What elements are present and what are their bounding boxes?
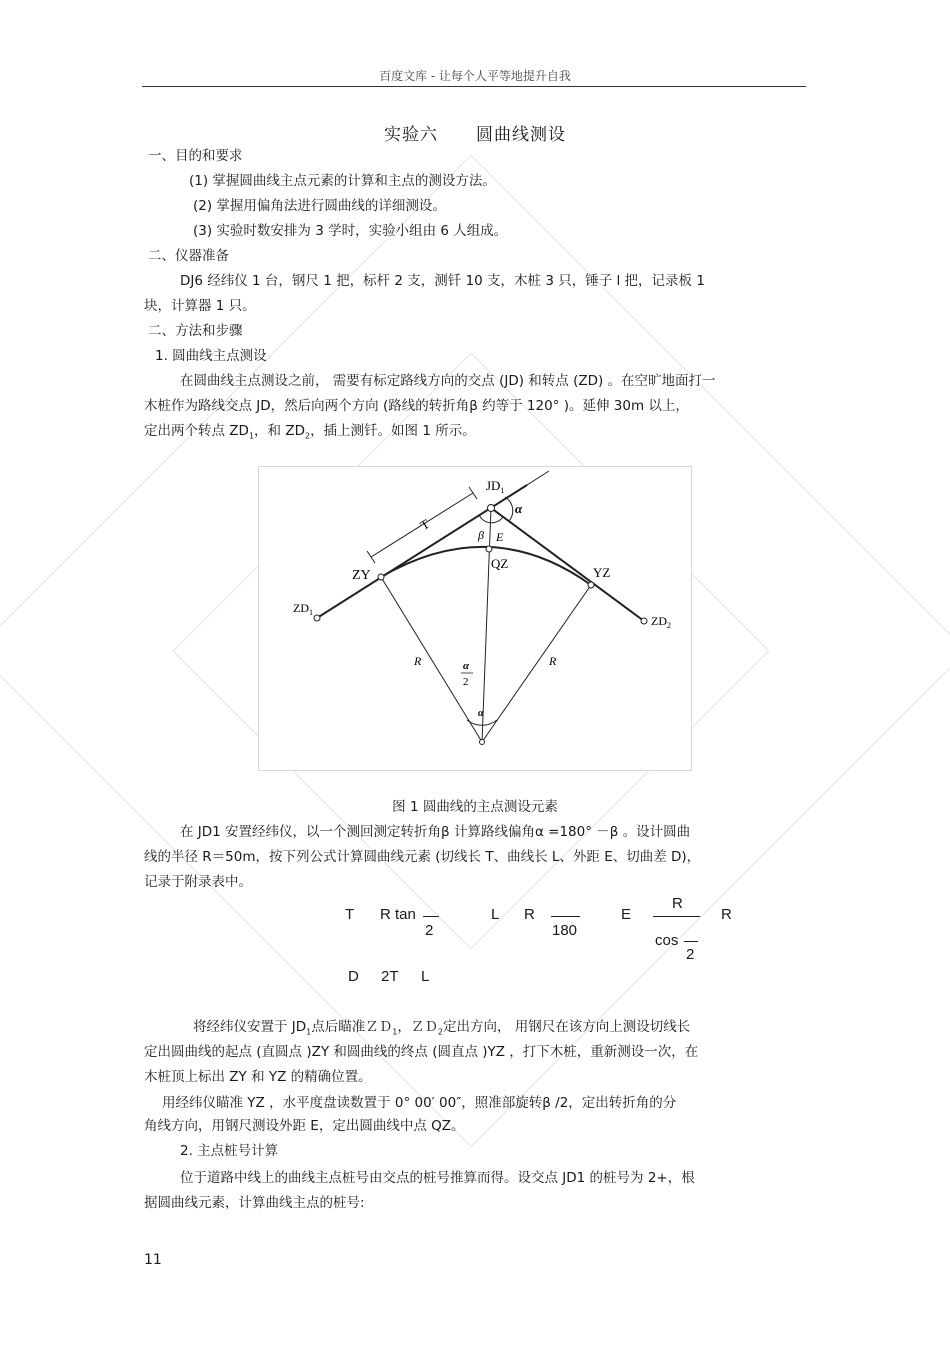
para1-frag-b: ，和 ZD	[254, 423, 305, 439]
purpose-item-1: (1) 掌握圆曲线主点元素的计算和主点的测设方法。	[189, 173, 496, 189]
formula-l-denominator: 180	[552, 922, 578, 939]
step-1-heading: 1. 圆曲线主点测设	[155, 348, 267, 364]
radius-right	[482, 585, 591, 742]
zd-sub-1: 1	[248, 431, 255, 441]
formula-e-r: R	[721, 906, 732, 923]
formula-rtan: R tan	[380, 906, 416, 923]
para4-line-2: 角线方向，用钢尺测设外距 E，定出圆曲线中点 QZ。	[144, 1118, 465, 1134]
jd-point	[488, 505, 495, 512]
para1-line-2: 木桩作为路线交点 JD，然后向两个方向 (路线的转折角β 约等于 120° )。延伸 30m 以上，	[144, 398, 689, 414]
formula-d-symbol: D	[348, 968, 359, 985]
circular-arc	[381, 547, 591, 585]
label-r-left: R	[414, 654, 422, 668]
zd-sub-2: 2	[304, 431, 311, 441]
t-dimension-tick-right	[469, 487, 477, 499]
figure-box	[258, 466, 692, 771]
equipment-line-1: DJ6 经纬仪 1 台，钢尺 1 把，标杆 2 支，测钎 10 支，木桩 3 只，锤子 l 把，记录板 1	[180, 273, 705, 289]
zy-point	[378, 574, 384, 580]
title-main: 实验六	[384, 125, 438, 145]
label-yz: YZ	[593, 565, 611, 580]
purpose-item-3: (3) 实验时数安排为 3 学时，实验小组由 6 人组成。	[193, 223, 508, 239]
para3-sub-1: 1	[306, 1027, 312, 1037]
page-title	[0, 120, 950, 145]
formula-l-symbol: L	[491, 906, 500, 923]
para3-frag-a: 将经纬仪安置于 JD	[193, 1019, 307, 1035]
para5-line-1: 位于道路中线上的曲线主点桩号由交点的桩号推算而得。设交点 JD1 的桩号为 2+，根	[180, 1170, 695, 1186]
label-r-right: R	[549, 654, 557, 668]
section-heading-purpose: 一、目的和要求	[148, 148, 243, 164]
para3-line-2: 定出圆曲线的起点 (直圆点 )ZY 和圆曲线的终点 (圆直点 )YZ ，打下木桩，重新测设一次，在	[144, 1044, 699, 1060]
yz-point	[588, 582, 594, 588]
para2-line-3: 记录于附录表中。	[144, 874, 252, 890]
label-center-alpha: α	[478, 708, 484, 719]
para1-frag-a: 定出两个转点 ZD	[144, 423, 249, 439]
label-t: T	[417, 516, 433, 534]
para3-sub-3: 2	[437, 1027, 443, 1037]
para4-line-1: 用经纬仪瞄准 YZ ，水平度盘读数置于 0° 00′ 00″，照准部旋转β /2，定出转折角的分	[162, 1095, 677, 1111]
zd1-point	[314, 615, 320, 621]
alpha-angle-arc	[505, 497, 513, 521]
formula-e-symbol: E	[621, 906, 632, 923]
label-half-alpha-den: 2	[463, 676, 469, 688]
formula-d-2t: 2T	[381, 968, 399, 985]
formula-e-inner-denominator: 2	[686, 946, 695, 963]
formula-d-l: L	[421, 968, 430, 985]
equipment-line-2: 块，计算器 1 只。	[144, 298, 256, 314]
para3-frag-c: ，ＺＤ	[397, 1019, 438, 1035]
para3-line-1	[193, 1017, 690, 1043]
formula-t-fraction-bar	[423, 916, 439, 917]
section-heading-method: 二、方法和步骤	[148, 323, 243, 339]
label-beta: β	[478, 528, 484, 542]
para3-line-3: 木桩顶上标出 ZY 和 YZ 的精确位置。	[144, 1069, 372, 1085]
label-zy: ZY	[352, 568, 371, 583]
curve-diagram	[259, 467, 691, 770]
section-heading-equipment: 二、仪器准备	[148, 248, 229, 264]
para2-line-2: 线的半径 R＝50m，按下列公式计算圆曲线元素 (切线长 T、曲线长 L、外距 E、切曲差 D)，	[144, 849, 701, 865]
para1-line-3	[144, 421, 476, 447]
formula-e-fraction-bar	[653, 916, 700, 917]
t-dimension-tick-left	[367, 551, 375, 563]
figure-caption: 图 1 圆曲线的主点测设元素	[392, 799, 558, 815]
center-point	[480, 740, 485, 745]
label-zd2: $ZD_2$	[651, 614, 671, 630]
qz-point	[486, 546, 492, 552]
para3-frag-b: 点后瞄准ＺＤ	[311, 1019, 393, 1035]
purpose-item-2: (2) 掌握用偏角法进行圆曲线的详细测设。	[193, 198, 446, 214]
zd2-point	[641, 618, 647, 624]
formula-e-cos: cos	[655, 932, 679, 949]
label-jd: $JD_1$	[486, 478, 505, 495]
label-zd1: $ZD_1$	[293, 601, 313, 617]
formula-t-symbol: T	[345, 906, 355, 923]
para3-frag-d: 定出方向， 用钢尺在该方向上测设切线长	[442, 1019, 691, 1035]
bisector-line	[482, 508, 491, 742]
label-qz: QZ	[491, 556, 509, 571]
header-rule	[142, 86, 806, 87]
para3-sub-2: 1	[392, 1027, 398, 1037]
label-e: E	[496, 530, 504, 544]
para5-line-2: 据圆曲线元素，计算曲线主点的桩号:	[144, 1195, 365, 1211]
page-header: 百度文库 - 让每个人平等地提升自我	[379, 69, 571, 83]
label-half-alpha-num: α	[463, 660, 470, 672]
para1-line-1: 在圆曲线主点测设之前， 需要有标定路线方向的交点 (JD) 和转点 (ZD) 。在空旷地面打一	[180, 373, 716, 389]
formula-l-r: R	[524, 906, 535, 923]
title-sub: 圆曲线测设	[476, 125, 566, 145]
tangent-line-right	[491, 508, 644, 621]
formula-l-fraction-bar	[551, 916, 580, 917]
label-alpha: α	[515, 501, 523, 516]
formula-t-denominator: 2	[425, 922, 434, 939]
para1-frag-c: ，插上测钎。如图 1 所示。	[310, 423, 476, 439]
page-number: 11	[144, 1252, 162, 1268]
step-2-heading: 2. 主点桩号计算	[180, 1143, 279, 1159]
formula-e-inner-bar	[684, 941, 698, 942]
para2-line-1: 在 JD1 安置经纬仪，以一个测回测定转折角β 计算路线偏角α =180° －β 。设计圆曲	[180, 824, 691, 840]
formula-e-numerator: R	[672, 895, 683, 912]
